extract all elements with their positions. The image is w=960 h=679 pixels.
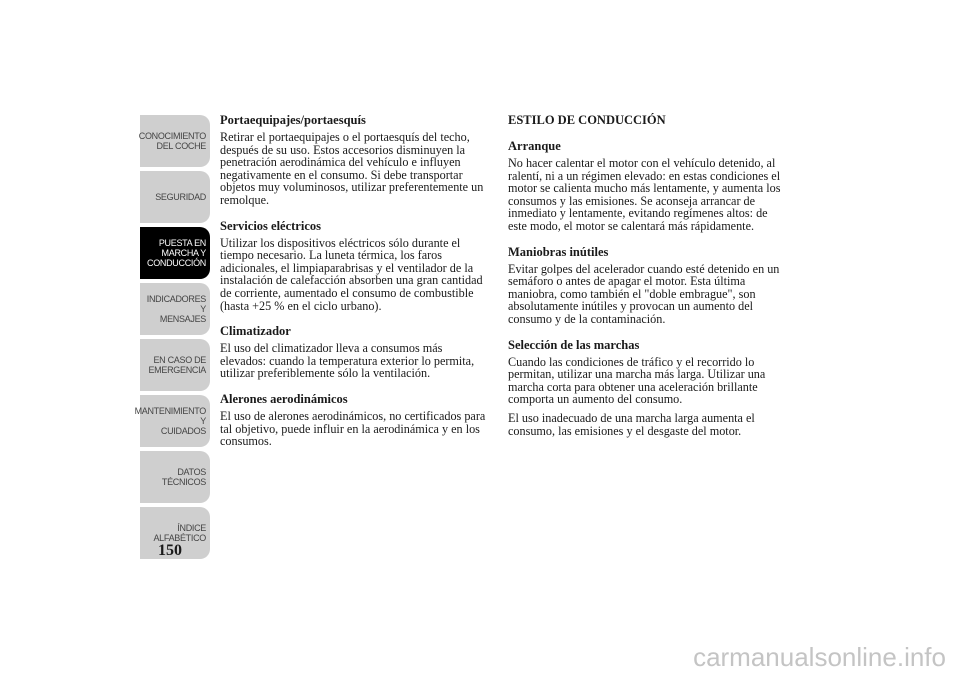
tab-datos-tecnicos[interactable]: DATOS TÉCNICOS	[140, 451, 210, 503]
section-title: Arranque	[508, 139, 561, 153]
watermark: carmanualsonline.info	[693, 642, 946, 672]
section-title: Maniobras inútiles	[508, 244, 609, 259]
section-title: Portaequipajes/portaesquís	[220, 113, 366, 127]
paragraph: Evitar golpes del acelerador cuando esté detenido en un semáforo o antes de apagar el motor. Esta última maniobra, como también el "doble embrague", son absolutamente inútiles y provocan un aumento del consumo y de la contaminación.	[508, 261, 780, 326]
paragraph: Utilizar los dispositivos eléctricos sólo durante el tiempo necesario. La luneta térmica, los faros adicionales, el limpiaparabrisas y el ventilador de la instalación de calefacción absorben una gran cantidad de corriente, aumentado el consumo de combustible (hasta +25 % en el ciclo urbano).	[220, 235, 483, 313]
tab-indice[interactable]: ÍNDICE ALFABÉTICO	[140, 507, 210, 559]
section-title: Climatizador	[220, 324, 291, 339]
section-title: Alerones aerodinámicos	[220, 391, 348, 406]
tab-puesta-en-marcha[interactable]: PUESTA EN MARCHA Y CONDUCCIÓN	[140, 227, 210, 279]
tab-emergencia[interactable]: EN CASO DE EMERGENCIA	[140, 339, 210, 391]
paragraph: Retirar el portaequipajes o el portaesquís del techo, después de su uso. Estos accesorios disminuyen la penetración aerodinámica del vehículo e influyen negativamente en el consumo. Si debe transportar objetos muy voluminosos, utilizar preferentemente un remolque.	[220, 130, 484, 207]
tab-conocimiento[interactable]: CONOCIMIENTO DEL COCHE	[140, 115, 210, 167]
paragraph: El uso de alerones aerodinámicos, no certificados para tal objetivo, puede influir en la aerodinámica y en los consumos.	[220, 408, 486, 449]
right-column	[508, 113, 788, 443]
chapter-tabs	[134, 115, 210, 563]
chapter-heading: ESTILO DE CONDUCCIÓN	[508, 113, 666, 127]
paragraph: Cuando las condiciones de tráfico y el recorrido lo permitan, utilizar una marcha más larga. Utilizar una marcha corta para obtener una aceleración brillante comporta un aumento del consumo.	[508, 354, 766, 407]
tab-indicadores[interactable]: INDICADORES Y MENSAJES	[140, 283, 210, 335]
tab-seguridad[interactable]: SEGURIDAD	[140, 171, 210, 223]
section-title: Servicios eléctricos	[220, 218, 321, 233]
paragraph: No hacer calentar el motor con el vehículo detenido, al ralentí, ni a un régimen elevado: en estas condiciones el motor se calienta mucho más lentamente, y aumenta los consumos y las emisiones. Se aconseja arrancar de inmediato y lentamente, evitando regímenes altos: de este modo, el motor se calentará más rápidamente.	[508, 156, 781, 233]
paragraph: El uso inadecuado de una marcha larga aumenta el consumo, las emisiones y el desgaste del motor.	[508, 410, 755, 438]
paragraph: El uso del climatizador lleva a consumos más elevados: cuando la temperatura exterior lo permita, utilizar preferiblemente sólo la ventilación.	[220, 341, 475, 381]
page-number: 150	[158, 542, 182, 559]
section-title: Selección de las marchas	[508, 337, 640, 352]
left-column	[220, 113, 490, 454]
tab-mantenimiento[interactable]: MANTENIMIENTO Y CUIDADOS	[140, 395, 210, 447]
